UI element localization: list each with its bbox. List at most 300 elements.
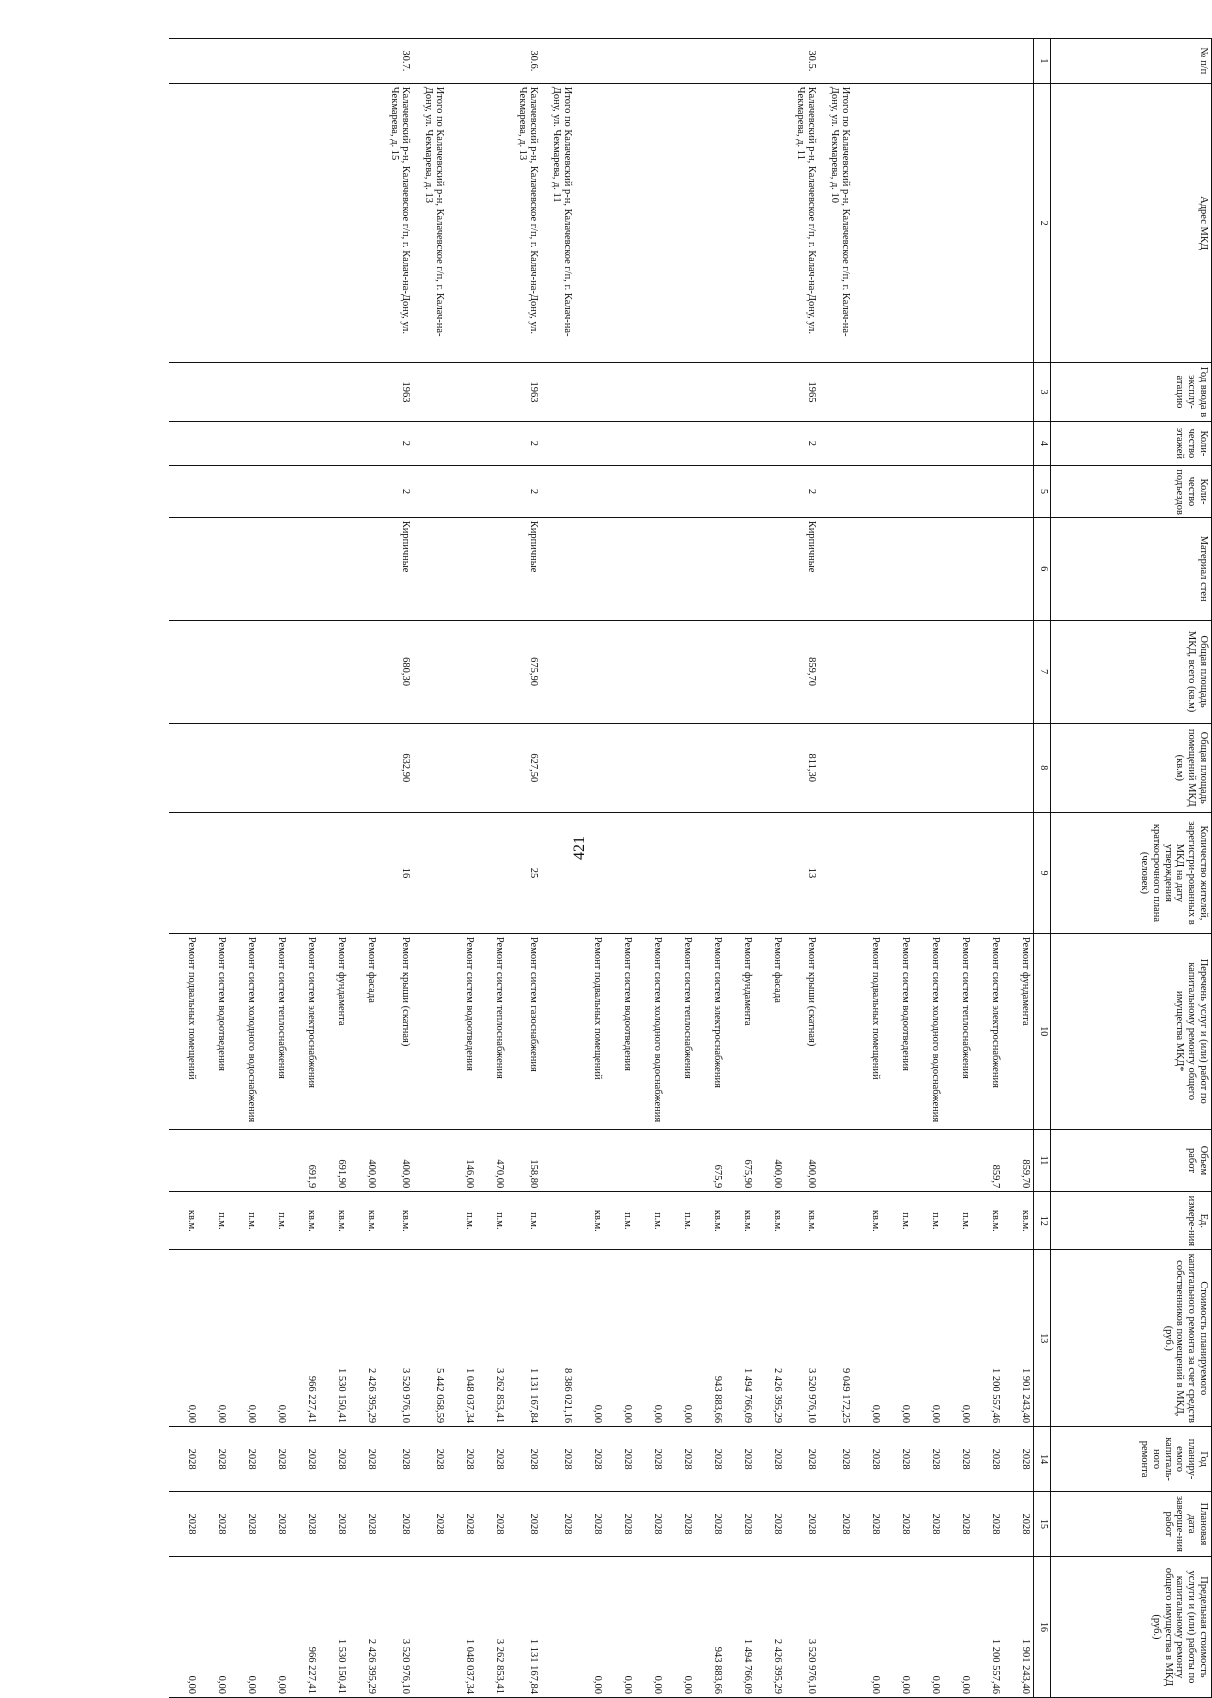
column-number: 12 — [1034, 1192, 1051, 1250]
work-type-cell: Ремонт подвальных помещений — [170, 933, 200, 1129]
cost-cell: 1 131 167,84 — [508, 1250, 542, 1427]
column-number: 2 — [1034, 83, 1051, 363]
cost-cell: 1 530 150,41 — [320, 1250, 350, 1427]
limit-cost-cell: 0,00 — [636, 1556, 666, 1697]
residents-cell: 16 — [380, 813, 414, 934]
work-type-cell: Ремонт систем теплоснабжения — [478, 933, 508, 1129]
end-date-cell: 2028 — [260, 1492, 290, 1557]
plan-year-cell: 2028 — [726, 1427, 756, 1492]
limit-cost-cell: 0,00 — [666, 1556, 696, 1697]
table-row — [260, 39, 290, 1698]
address-cell — [170, 83, 200, 363]
premises-area-cell: 632,90 — [380, 723, 414, 812]
cost-cell: 1 901 243,40 — [1004, 1250, 1034, 1427]
header-cell: Стоимость планируемого капитального ремонта за счет средств собственников помещений в МКД, (руб.) — [1051, 1250, 1212, 1427]
row-number-cell — [200, 39, 230, 84]
premises-area-cell — [636, 723, 666, 812]
address-cell — [320, 83, 350, 363]
total-area-cell — [170, 620, 200, 723]
row-number-cell — [854, 39, 884, 84]
table-row — [576, 39, 606, 1698]
floors-cell — [320, 421, 350, 466]
table-row — [820, 39, 854, 1698]
volume-cell — [230, 1129, 260, 1192]
column-number: 6 — [1034, 517, 1051, 620]
table-row — [854, 39, 884, 1698]
total-area-cell — [200, 620, 230, 723]
cost-cell: 2 426 395,29 — [756, 1250, 786, 1427]
end-date-cell: 2028 — [478, 1492, 508, 1557]
work-type-cell: Ремонт систем газоснабжения — [508, 933, 542, 1129]
table-row — [1004, 39, 1034, 1698]
cost-cell: 0,00 — [914, 1250, 944, 1427]
entrances-cell — [448, 466, 478, 517]
entrances-cell — [606, 466, 636, 517]
limit-cost-cell: 3 520 976,10 — [380, 1556, 414, 1697]
work-type-cell: Ремонт систем теплоснабжения — [260, 933, 290, 1129]
address-cell — [230, 83, 260, 363]
plan-year-cell: 2028 — [854, 1427, 884, 1492]
limit-cost-cell: 3 520 976,10 — [786, 1556, 820, 1697]
unit-cell: п.м. — [944, 1192, 974, 1250]
address-cell — [200, 83, 230, 363]
volume-cell — [944, 1129, 974, 1192]
end-date-cell: 2028 — [884, 1492, 914, 1557]
residents-cell — [974, 813, 1004, 934]
volume-cell: 400,00 — [380, 1129, 414, 1192]
work-type-cell: Ремонт крыши (скатная) — [786, 933, 820, 1129]
year-built-cell — [542, 363, 576, 421]
limit-cost-cell: 0,00 — [170, 1556, 200, 1697]
work-type-cell: Ремонт систем водоотведения — [884, 933, 914, 1129]
entrances-cell — [170, 466, 200, 517]
entrances-cell — [944, 466, 974, 517]
header-cell: Коли-чество подъездов — [1051, 466, 1212, 517]
address-cell — [576, 83, 606, 363]
cost-cell: 0,00 — [854, 1250, 884, 1427]
total-area-cell: 680,30 — [380, 620, 414, 723]
work-type-cell: Ремонт систем холодного водоснабжения — [914, 933, 944, 1129]
column-number: 9 — [1034, 813, 1051, 934]
unit-cell: кв.м. — [380, 1192, 414, 1250]
total-area-cell — [666, 620, 696, 723]
plan-year-cell: 2028 — [786, 1427, 820, 1492]
entrances-cell — [884, 466, 914, 517]
year-built-cell — [576, 363, 606, 421]
premises-area-cell — [1004, 723, 1034, 812]
row-number-cell — [606, 39, 636, 84]
end-date-cell: 2028 — [414, 1492, 448, 1557]
unit-cell: п.м. — [230, 1192, 260, 1250]
work-type-cell: Ремонт систем теплоснабжения — [666, 933, 696, 1129]
cost-cell: 0,00 — [230, 1250, 260, 1427]
address-cell: Калачевский р-н, Калачевское г/п, г. Калач-на-Дону, ул. Чекмарева, д. 13 — [508, 83, 542, 363]
year-built-cell — [290, 363, 320, 421]
entrances-cell — [666, 466, 696, 517]
plan-year-cell: 2028 — [636, 1427, 666, 1492]
residents-cell — [756, 813, 786, 934]
address-cell — [974, 83, 1004, 363]
premises-area-cell — [854, 723, 884, 812]
plan-year-cell: 2028 — [542, 1427, 576, 1492]
total-area-cell — [1004, 620, 1034, 723]
volume-cell: 400,00 — [756, 1129, 786, 1192]
row-number-cell: 30.6. — [508, 39, 542, 84]
year-built-cell: 1965 — [786, 363, 820, 421]
end-date-cell: 2028 — [380, 1492, 414, 1557]
limit-cost-cell — [542, 1556, 576, 1697]
residents-cell — [1004, 813, 1034, 934]
cost-cell: 0,00 — [884, 1250, 914, 1427]
row-number-cell — [756, 39, 786, 84]
floors-cell — [448, 421, 478, 466]
end-date-cell: 2028 — [200, 1492, 230, 1557]
unit-cell: кв.м. — [350, 1192, 380, 1250]
limit-cost-cell: 0,00 — [200, 1556, 230, 1697]
wall-material-cell — [448, 517, 478, 620]
row-number-cell — [542, 39, 576, 84]
premises-area-cell — [914, 723, 944, 812]
row-number-cell — [320, 39, 350, 84]
year-built-cell — [726, 363, 756, 421]
entrances-cell — [478, 466, 508, 517]
plan-year-cell: 2028 — [914, 1427, 944, 1492]
residents-cell — [170, 813, 200, 934]
wall-material-cell — [414, 517, 448, 620]
total-area-cell — [542, 620, 576, 723]
unit-cell: п.м. — [636, 1192, 666, 1250]
cost-cell: 1 048 037,34 — [448, 1250, 478, 1427]
unit-cell: кв.м. — [170, 1192, 200, 1250]
address-cell — [606, 83, 636, 363]
wall-material-cell — [200, 517, 230, 620]
volume-cell: 675,90 — [726, 1129, 756, 1192]
year-built-cell — [200, 363, 230, 421]
residents-cell — [230, 813, 260, 934]
unit-cell: п.м. — [666, 1192, 696, 1250]
premises-area-cell: 627,50 — [508, 723, 542, 812]
cost-cell: 0,00 — [636, 1250, 666, 1427]
address-cell: Калачевский р-н, Калачевское г/п, г. Калач-на-Дону, ул. Чекмарева, д. 11 — [786, 83, 820, 363]
table-row — [320, 39, 350, 1698]
cost-cell: 966 227,41 — [290, 1250, 320, 1427]
work-type-cell: Ремонт подвальных помещений — [854, 933, 884, 1129]
table-row — [542, 39, 576, 1698]
residents-cell — [414, 813, 448, 934]
end-date-cell: 2028 — [576, 1492, 606, 1557]
premises-area-cell — [726, 723, 756, 812]
address-cell — [350, 83, 380, 363]
address-cell — [884, 83, 914, 363]
end-date-cell: 2028 — [726, 1492, 756, 1557]
residents-cell — [478, 813, 508, 934]
address-cell — [666, 83, 696, 363]
work-type-cell: Ремонт крыши (скатная) — [380, 933, 414, 1129]
total-area-cell — [820, 620, 854, 723]
premises-area-cell — [478, 723, 508, 812]
residents-cell — [696, 813, 726, 934]
volume-cell: 675,9 — [696, 1129, 726, 1192]
premises-area-cell — [756, 723, 786, 812]
floors-cell: 2 — [380, 421, 414, 466]
premises-area-cell — [260, 723, 290, 812]
total-area-cell — [914, 620, 944, 723]
year-built-cell: 1963 — [508, 363, 542, 421]
residents-cell: 25 — [508, 813, 542, 934]
table-row — [756, 39, 786, 1698]
unit-cell: кв.м. — [290, 1192, 320, 1250]
end-date-cell: 2028 — [170, 1492, 200, 1557]
floors-cell — [414, 421, 448, 466]
row-number-cell — [170, 39, 200, 84]
table-row — [350, 39, 380, 1698]
premises-area-cell: 811,30 — [786, 723, 820, 812]
year-built-cell: 1963 — [380, 363, 414, 421]
total-area-cell — [290, 620, 320, 723]
year-built-cell — [820, 363, 854, 421]
entrances-cell — [260, 466, 290, 517]
year-built-cell — [448, 363, 478, 421]
premises-area-cell — [576, 723, 606, 812]
header-cell: Плановая дата заверше-ния работ — [1051, 1492, 1212, 1557]
table-row — [448, 39, 478, 1698]
unit-cell: п.м. — [884, 1192, 914, 1250]
total-area-cell — [350, 620, 380, 723]
unit-cell: п.м. — [448, 1192, 478, 1250]
cost-cell: 0,00 — [576, 1250, 606, 1427]
plan-year-cell: 2028 — [290, 1427, 320, 1492]
unit-cell: кв.м. — [756, 1192, 786, 1250]
entrances-cell: 2 — [380, 466, 414, 517]
cost-cell: 3 520 976,10 — [786, 1250, 820, 1427]
header-cell: Общая площадь помещений МКД (кв.м) — [1051, 723, 1212, 812]
residents-cell — [320, 813, 350, 934]
plan-year-cell: 2028 — [170, 1427, 200, 1492]
plan-year-cell: 2028 — [884, 1427, 914, 1492]
limit-cost-cell — [414, 1556, 448, 1697]
year-built-cell — [636, 363, 666, 421]
entrances-cell — [914, 466, 944, 517]
floors-cell — [170, 421, 200, 466]
limit-cost-cell: 0,00 — [854, 1556, 884, 1697]
entrances-cell — [854, 466, 884, 517]
work-type-cell: Ремонт систем холодного водоснабжения — [636, 933, 666, 1129]
premises-area-cell — [696, 723, 726, 812]
cost-cell: 1 200 557,46 — [974, 1250, 1004, 1427]
table-row — [914, 39, 944, 1698]
floors-cell — [696, 421, 726, 466]
header-cell: Перечень услуг и (или) работ по капитальному ремонту общего имущества МКД* — [1051, 933, 1212, 1129]
entrances-cell — [756, 466, 786, 517]
entrances-cell — [636, 466, 666, 517]
address-cell: Итого по Калачевский р-н, Калачевское г/п, г. Калач-на-Дону, ул. Чекмарева, д. 11 — [542, 83, 576, 363]
year-built-cell — [170, 363, 200, 421]
total-area-cell — [974, 620, 1004, 723]
residents-cell — [606, 813, 636, 934]
floors-cell — [290, 421, 320, 466]
entrances-cell — [414, 466, 448, 517]
premises-area-cell — [448, 723, 478, 812]
floors-cell — [200, 421, 230, 466]
floors-cell — [914, 421, 944, 466]
volume-cell — [542, 1129, 576, 1192]
wall-material-cell — [914, 517, 944, 620]
row-number-cell — [944, 39, 974, 84]
year-built-cell — [914, 363, 944, 421]
work-type-cell: Ремонт систем теплоснабжения — [944, 933, 974, 1129]
repair-plan-table — [170, 38, 1212, 1698]
row-number-cell — [478, 39, 508, 84]
end-date-cell: 2028 — [230, 1492, 260, 1557]
table-row — [726, 39, 756, 1698]
volume-cell: 859,70 — [1004, 1129, 1034, 1192]
table-row — [974, 39, 1004, 1698]
column-number: 8 — [1034, 723, 1051, 812]
residents-cell — [944, 813, 974, 934]
limit-cost-cell: 943 883,66 — [696, 1556, 726, 1697]
work-type-cell: Ремонт фасада — [756, 933, 786, 1129]
residents-cell — [576, 813, 606, 934]
limit-cost-cell: 2 426 395,29 — [756, 1556, 786, 1697]
total-area-cell — [414, 620, 448, 723]
wall-material-cell — [542, 517, 576, 620]
premises-area-cell — [884, 723, 914, 812]
end-date-cell: 2028 — [1004, 1492, 1034, 1557]
wall-material-cell — [726, 517, 756, 620]
premises-area-cell — [170, 723, 200, 812]
floors-cell: 2 — [508, 421, 542, 466]
residents-cell — [448, 813, 478, 934]
cost-cell: 0,00 — [606, 1250, 636, 1427]
end-date-cell: 2028 — [914, 1492, 944, 1557]
unit-cell: п.м. — [606, 1192, 636, 1250]
plan-year-cell: 2028 — [478, 1427, 508, 1492]
year-built-cell — [696, 363, 726, 421]
table-row — [290, 39, 320, 1698]
address-cell — [944, 83, 974, 363]
plan-year-cell: 2028 — [448, 1427, 478, 1492]
plan-year-cell: 2028 — [944, 1427, 974, 1492]
unit-cell: кв.м. — [854, 1192, 884, 1250]
unit-cell — [414, 1192, 448, 1250]
plan-year-cell: 2028 — [200, 1427, 230, 1492]
unit-cell: кв.м. — [786, 1192, 820, 1250]
cost-cell: 5 442 058,59 — [414, 1250, 448, 1427]
work-type-cell: Ремонт фундамента — [1004, 933, 1034, 1129]
end-date-cell: 2028 — [350, 1492, 380, 1557]
end-date-cell: 2028 — [636, 1492, 666, 1557]
floors-cell: 2 — [786, 421, 820, 466]
cost-cell: 0,00 — [944, 1250, 974, 1427]
floors-cell — [636, 421, 666, 466]
residents-cell — [726, 813, 756, 934]
plan-year-cell: 2028 — [756, 1427, 786, 1492]
row-number-cell — [414, 39, 448, 84]
floors-cell — [756, 421, 786, 466]
table-row — [696, 39, 726, 1698]
volume-cell — [414, 1129, 448, 1192]
wall-material-cell — [230, 517, 260, 620]
entrances-cell — [542, 466, 576, 517]
floors-cell — [350, 421, 380, 466]
address-cell: Итого по Калачевский р-н, Калачевское г/п, г. Калач-на-Дону, ул. Чекмарева, д. 13 — [414, 83, 448, 363]
row-number-cell — [230, 39, 260, 84]
wall-material-cell — [170, 517, 200, 620]
end-date-cell: 2028 — [820, 1492, 854, 1557]
floors-cell — [260, 421, 290, 466]
wall-material-cell: Кирпичные — [508, 517, 542, 620]
cost-cell: 8 386 021,16 — [542, 1250, 576, 1427]
residents-cell — [884, 813, 914, 934]
work-type-cell — [542, 933, 576, 1129]
row-number-cell — [820, 39, 854, 84]
residents-cell — [854, 813, 884, 934]
volume-cell: 691,9 — [290, 1129, 320, 1192]
header-cell: Количество жителей, зарегистри-рованных в МКД на дату утверждения краткосрочного плана (человек) — [1051, 813, 1212, 934]
header-cell: № п/п — [1051, 39, 1212, 84]
table-row — [200, 39, 230, 1698]
unit-cell: п.м. — [914, 1192, 944, 1250]
work-type-cell: Ремонт подвальных помещений — [576, 933, 606, 1129]
address-cell: Итого по Калачевский р-н, Калачевское г/п, г. Калач-на-Дону, ул. Чекмарева, д. 10 — [820, 83, 854, 363]
entrances-cell — [726, 466, 756, 517]
entrances-cell: 2 — [786, 466, 820, 517]
floors-cell — [666, 421, 696, 466]
row-number-cell: 30.5. — [786, 39, 820, 84]
end-date-cell: 2028 — [290, 1492, 320, 1557]
plan-year-cell: 2028 — [508, 1427, 542, 1492]
wall-material-cell — [636, 517, 666, 620]
row-number-cell — [1004, 39, 1034, 84]
row-number-cell — [726, 39, 756, 84]
residents-cell — [200, 813, 230, 934]
wall-material-cell — [260, 517, 290, 620]
total-area-cell — [944, 620, 974, 723]
floors-cell — [606, 421, 636, 466]
cost-cell: 0,00 — [260, 1250, 290, 1427]
wall-material-cell — [974, 517, 1004, 620]
table-body — [170, 39, 1034, 1698]
plan-year-cell: 2028 — [230, 1427, 260, 1492]
address-cell — [290, 83, 320, 363]
volume-cell: 470,00 — [478, 1129, 508, 1192]
floors-cell — [974, 421, 1004, 466]
end-date-cell: 2028 — [974, 1492, 1004, 1557]
column-number: 5 — [1034, 466, 1051, 517]
table-row — [478, 39, 508, 1698]
limit-cost-cell — [820, 1556, 854, 1697]
column-number: 14 — [1034, 1427, 1051, 1492]
volume-cell — [606, 1129, 636, 1192]
limit-cost-cell: 0,00 — [576, 1556, 606, 1697]
volume-cell: 859,7 — [974, 1129, 1004, 1192]
row-number-cell: 30.7. — [380, 39, 414, 84]
year-built-cell — [350, 363, 380, 421]
premises-area-cell — [542, 723, 576, 812]
limit-cost-cell: 2 426 395,29 — [350, 1556, 380, 1697]
row-number-cell — [350, 39, 380, 84]
limit-cost-cell: 1 131 167,84 — [508, 1556, 542, 1697]
floors-cell — [576, 421, 606, 466]
column-number: 1 — [1034, 39, 1051, 84]
work-type-cell: Ремонт систем водоотведения — [606, 933, 636, 1129]
end-date-cell: 2028 — [448, 1492, 478, 1557]
wall-material-cell — [576, 517, 606, 620]
row-number-cell — [914, 39, 944, 84]
address-cell — [478, 83, 508, 363]
volume-cell — [200, 1129, 230, 1192]
total-area-cell — [696, 620, 726, 723]
